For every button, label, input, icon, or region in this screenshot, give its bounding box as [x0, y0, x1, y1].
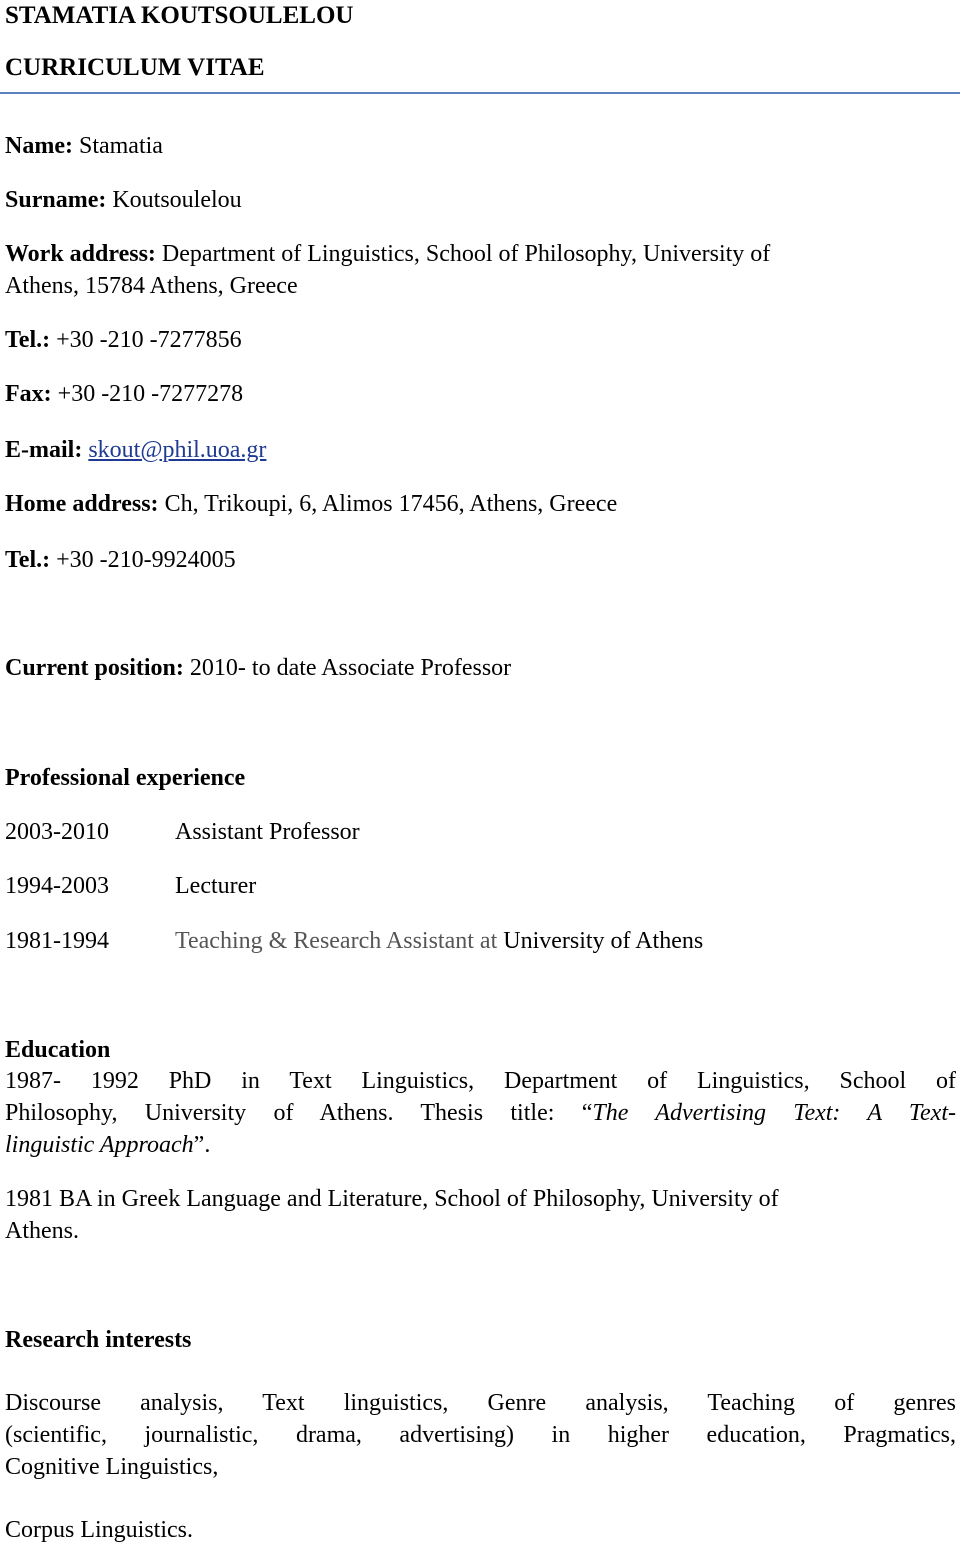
fax-label: Fax: — [5, 381, 52, 407]
current-position-label: Current position: — [5, 655, 184, 681]
education-phd-text: Philosophy, University of Athens. Thesis title: “ — [5, 1100, 593, 1126]
research-line: Discourse analysis, Text linguistics, Genre analysis, Teaching of genres — [5, 1390, 956, 1416]
home-address-value: Ch, Trikoupi, 6, Alimos 17456, Athens, Greece — [164, 491, 618, 517]
education-heading: Education — [5, 1037, 111, 1063]
education-phd-line: 1987- 1992 PhD in Text Linguistics, Department of Linguistics, School of — [5, 1068, 956, 1094]
experience-role — [175, 925, 703, 957]
research-heading: Research interests — [5, 1327, 192, 1353]
home-address-label: Home address: — [5, 491, 159, 517]
home-tel-row — [5, 544, 236, 576]
page-title: CURRICULUM VITAE — [5, 54, 265, 81]
name-value: Stamatia — [78, 133, 163, 159]
experience-item — [5, 816, 945, 848]
experience-role: Assistant Professor — [175, 819, 360, 845]
experience-role: Lecturer — [175, 873, 257, 899]
experience-years: 1994-2003 — [5, 873, 109, 899]
experience-item — [5, 870, 945, 902]
current-position-row — [5, 652, 511, 684]
education-ba-line: 1981 BA in Greek Language and Literature, School of Philosophy, University of — [5, 1186, 779, 1212]
education-phd-line — [5, 1097, 956, 1129]
surname-label: Surname: — [5, 187, 107, 213]
fax-value: +30 -210 -7277278 — [57, 381, 244, 407]
header-divider — [0, 92, 960, 94]
work-address-label: Work address: — [5, 241, 156, 267]
surname-value: Koutsoulelou — [112, 187, 242, 213]
email-link[interactable]: skout@phil.uoa.gr — [88, 437, 267, 463]
experience-item — [5, 925, 945, 957]
email-label: E-mail: — [5, 437, 83, 463]
tel-row — [5, 324, 242, 356]
surname-row — [5, 184, 242, 216]
education-ba-line: Athens. — [5, 1218, 79, 1244]
email-row — [5, 434, 266, 466]
home-tel-value: +30 -210-9924005 — [56, 547, 236, 573]
thesis-title: The Advertising Text: A Text- — [592, 1100, 956, 1126]
research-line: (scientific, journalistic, drama, advertising) in higher education, Pragmatics, — [5, 1422, 956, 1448]
work-address-row — [5, 238, 770, 270]
tel-value: +30 -210 -7277856 — [56, 327, 242, 353]
research-line: Corpus Linguistics. — [5, 1517, 194, 1543]
cv-owner-name: STAMATIA KOUTSOULELOU — [5, 2, 354, 29]
work-address-continued: Athens, 15784 Athens, Greece — [5, 273, 298, 299]
name-row — [5, 130, 163, 162]
education-phd-line — [5, 1129, 210, 1161]
experience-years: 1981-1994 — [5, 928, 109, 954]
name-label: Name: — [5, 133, 73, 159]
home-tel-label: Tel.: — [5, 547, 51, 573]
tel-label: Tel.: — [5, 327, 51, 353]
experience-heading: Professional experience — [5, 765, 246, 791]
fax-row — [5, 378, 243, 410]
thesis-title-continued: linguistic Approach — [5, 1132, 194, 1158]
current-position-value: 2010- to date Associate Professor — [189, 655, 512, 681]
experience-institution: University of Athens — [503, 928, 704, 954]
research-line: Cognitive Linguistics, — [5, 1454, 219, 1480]
education-phd-end: ”. — [193, 1132, 211, 1158]
work-address-value: Department of Linguistics, School of Philosophy, University of — [161, 241, 771, 267]
home-address-row — [5, 488, 617, 520]
experience-years: 2003-2010 — [5, 819, 109, 845]
experience-role-text: Teaching & Research Assistant at — [175, 928, 498, 954]
